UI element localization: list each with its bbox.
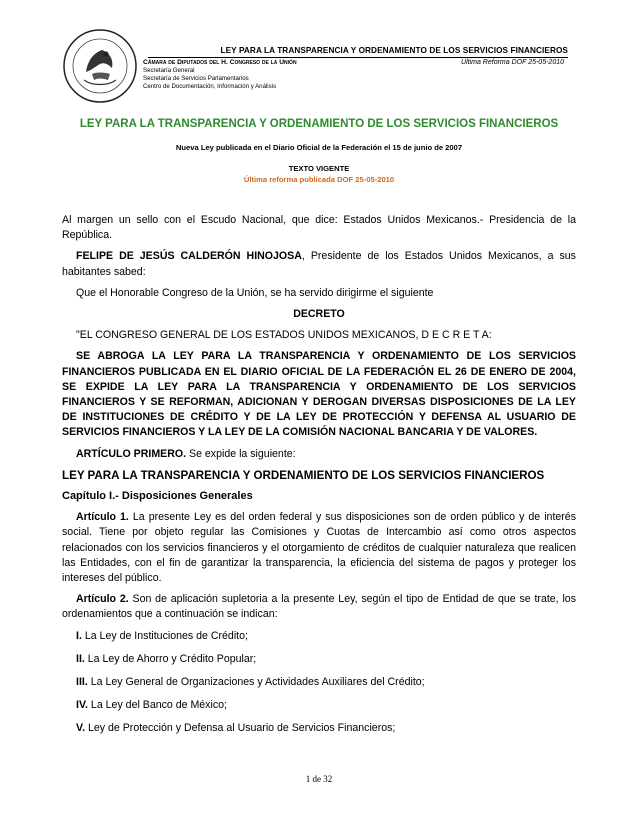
president-name: FELIPE DE JESÚS CALDERÓN HINOJOSA bbox=[76, 250, 302, 263]
articulo-primero-label: ARTÍCULO PRIMERO. bbox=[76, 447, 187, 460]
list-item bbox=[62, 698, 576, 713]
list-item-text: La Ley del Banco de México; bbox=[87, 699, 227, 712]
header-camara: Cámara de Diputados del H. Congreso de la Unión bbox=[143, 59, 297, 66]
president-text: , Presidente de los Estados Unidos Mexicanos, a sus habitantes sabed: bbox=[62, 250, 576, 278]
paragraph-president bbox=[62, 249, 576, 279]
paragraph-congress: Que el Honorable Congreso de la Unión, se ha servido dirigirme el siguiente bbox=[76, 286, 434, 299]
list-item-number: II. bbox=[76, 652, 85, 665]
articulo-1-text: La presente Ley es del orden federal y sus disposiciones son de orden público y de interés social. Tiene por objeto regular las Comisiones y Cuotas de Intercambio así como otros aspectos relacionados con los servicios financieros y el otorgamiento de créditos de cualquier naturaleza que realicen las Entidades, con el fin de garantizar la transparencia, la eficiencia del sistema de pagos y proteger los intereses del público. bbox=[62, 511, 576, 585]
list-item bbox=[62, 675, 576, 690]
header-secretaria-general: Secretaría General bbox=[143, 67, 195, 74]
paragraph-decreta: "EL CONGRESO GENERAL DE LOS ESTADOS UNIDOS MEXICANOS, D E C R E T A: bbox=[76, 329, 492, 342]
ultima-reforma: Última reforma publicada DOF 25-05-2010 bbox=[243, 175, 395, 184]
list-item-number: III. bbox=[76, 676, 88, 689]
list-item bbox=[62, 721, 576, 736]
articulo-primero-text: Se expide la siguiente: bbox=[186, 447, 296, 460]
document-title: LEY PARA LA TRANSPARENCIA Y ORDENAMIENTO DE LOS SERVICIOS FINANCIEROS bbox=[79, 118, 559, 130]
ley-heading: LEY PARA LA TRANSPARENCIA Y ORDENAMIENTO DE LOS SERVICIOS FINANCIEROS bbox=[62, 468, 545, 482]
document-header bbox=[0, 0, 638, 112]
document-body bbox=[62, 213, 576, 745]
list-item-number: I. bbox=[76, 629, 82, 642]
list-item-number: V. bbox=[76, 722, 86, 735]
list-item bbox=[62, 629, 576, 644]
articulo-2-label: Artículo 2. bbox=[76, 593, 129, 606]
escudo-nacional-seal-icon bbox=[62, 28, 138, 104]
publication-line: Nueva Ley publicada en el Diario Oficial de la Federación el 15 de junio de 2007 bbox=[175, 143, 463, 152]
header-title: LEY PARA LA TRANSPARENCIA Y ORDENAMIENTO DE LOS SERVICIOS FINANCIEROS bbox=[220, 46, 568, 55]
header-servicios-parlamentarios: Secretaría de Servicios Parlamentarios bbox=[143, 75, 249, 82]
header-divider bbox=[148, 57, 568, 58]
list-item-text: Ley de Protección y Defensa al Usuario de Servicios Financieros; bbox=[85, 722, 396, 735]
list-item-text: La Ley de Instituciones de Crédito; bbox=[81, 629, 248, 642]
articulo-1 bbox=[62, 510, 576, 586]
articulo-2-text: Son de aplicación supletoria a la presente Ley, según el tipo de Entidad de que se trate, los ordenamientos que a continuación se indican: bbox=[62, 593, 576, 621]
list-item bbox=[62, 652, 576, 667]
page-number: 1 de 32 bbox=[305, 774, 333, 784]
list-item-number: IV. bbox=[76, 699, 88, 712]
paragraph-margin-seal: Al margen un sello con el Escudo Nacional, que dice: Estados Unidos Mexicanos.- Presidencia de la República. bbox=[62, 214, 576, 242]
articulo-2 bbox=[62, 592, 576, 622]
paragraph-articulo-primero bbox=[62, 447, 576, 462]
header-reform-date: Última Reforma DOF 25-05-2010 bbox=[461, 59, 564, 66]
list-item-text: La Ley General de Organizaciones y Actividades Auxiliares del Crédito; bbox=[87, 676, 425, 689]
capitulo-heading: Capítulo I.- Disposiciones Generales bbox=[62, 490, 253, 503]
articulo-1-label: Artículo 1. bbox=[76, 511, 129, 524]
header-centro-documentacion: Centro de Documentación, Información y Análisis bbox=[143, 83, 277, 90]
paragraph-abroga: SE ABROGA LA LEY PARA LA TRANSPARENCIA Y ORDENAMIENTO DE LOS SERVICIOS FINANCIEROS PUBLICADA EN EL DIARIO OFICIAL DE LA FEDERACIÓN EL 26 DE ENERO DE 2004, SE EXPIDE LA LEY PARA LA TRANSPARENCIA Y ORDENAMIENTO DE LOS SERVICIOS FINANCIEROS Y SE REFORMAN, ADICIONAN Y DEROGAN DIVERSAS DISPOSICIONES DE LA LEY DE INSTITUCIONES DE CRÉDITO Y DE LA LEY DE PROTECCIÓN Y DEFENSA AL USUARIO DE SERVICIOS FINANCIEROS Y LA LEY DE LA COMISIÓN NACIONAL BANCARIA Y DE VALORES. bbox=[62, 350, 576, 439]
list-item-text: La Ley de Ahorro y Crédito Popular; bbox=[84, 652, 257, 665]
texto-vigente: TEXTO VIGENTE bbox=[288, 164, 350, 173]
decreto-heading: DECRETO bbox=[293, 308, 345, 321]
